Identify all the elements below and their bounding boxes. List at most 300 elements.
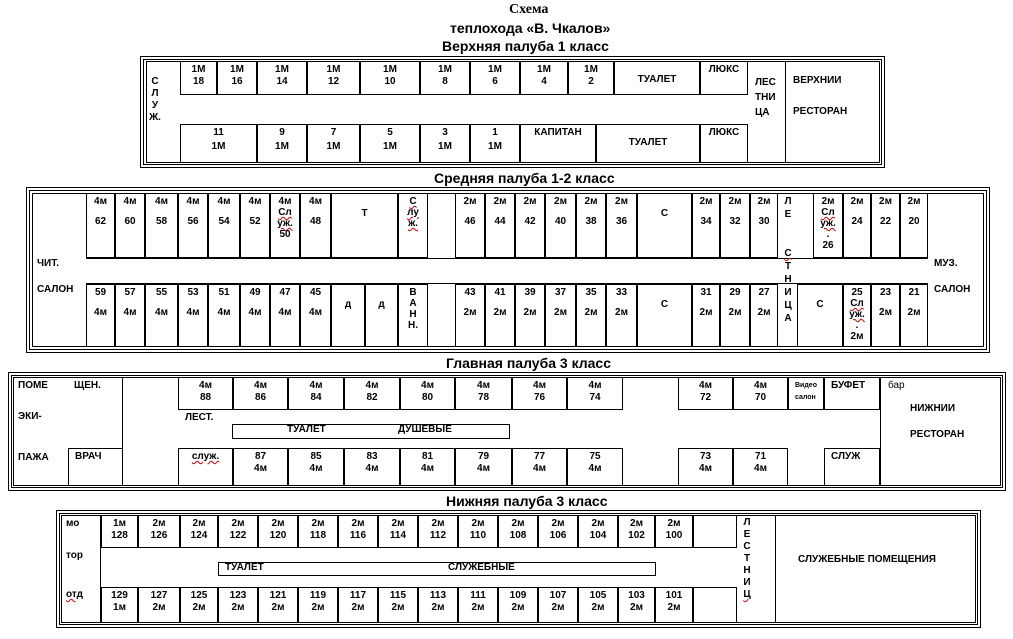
- cabin-text: 1М: [438, 141, 452, 152]
- cabin-text: 2м: [630, 602, 643, 613]
- cabin-text: 55: [155, 287, 168, 298]
- top-upper-cabin: [568, 61, 614, 95]
- bottom-upper-cabin: [138, 515, 180, 548]
- main-deck-heading: Главная палуба 3 класс: [446, 355, 611, 371]
- motor-1: мо: [66, 518, 80, 529]
- cabin-text: 2м: [907, 307, 921, 318]
- middle-lower-cabin: [178, 284, 208, 347]
- bottom-deck-heading: Нижняя палуба 3 класс: [446, 493, 608, 509]
- main-lower-cabin: [733, 448, 788, 486]
- crew-quarters-3: ЭКИ-: [18, 411, 42, 422]
- top-lux-lower: ЛЮКС: [700, 124, 748, 163]
- main-lower-cabin: [288, 448, 344, 486]
- bottom-lower-cabin: [655, 587, 693, 623]
- cabin-text: 1М: [275, 141, 289, 152]
- cabin-text: 4м: [699, 380, 712, 391]
- cabin-text: Т: [361, 208, 368, 219]
- main-lower-cabin: [455, 448, 512, 486]
- cabin-text: 2м: [591, 518, 605, 529]
- top-captain: КАПИТАН: [520, 124, 596, 163]
- cabin-text: 85: [310, 451, 322, 462]
- cabin-text: 8: [442, 76, 448, 87]
- cabin-text: 1М: [383, 64, 397, 75]
- cabin-text: 2м: [879, 307, 892, 318]
- cabin-text: 2м: [879, 196, 892, 207]
- bottom-lower-cabin: [578, 587, 618, 623]
- cabin-text: 4м: [123, 196, 137, 207]
- cabin-text: 126: [150, 530, 168, 541]
- cabin-text: 4м: [254, 380, 267, 391]
- cabin-text: 47: [279, 287, 291, 298]
- middle-service-1: [637, 193, 692, 258]
- main-toilet: ТУАЛЕТ: [287, 424, 326, 435]
- cabin-text: 78: [477, 392, 490, 403]
- bottom-lower-cabin: [458, 587, 498, 623]
- bottom-upper-cabin: [218, 515, 258, 548]
- bottom-upper-cabin: [180, 515, 218, 548]
- cabin-text: 38: [585, 216, 597, 227]
- bottom-lower-cabin: [378, 587, 418, 623]
- middle-upper-cabin: [576, 193, 606, 258]
- cabin-text: 1М: [488, 141, 502, 152]
- bottom-lower-cabin: [218, 587, 258, 623]
- bottom-upper-cabin: [538, 515, 578, 548]
- bottom-lower-cabin: [538, 587, 578, 623]
- cabin-text: 4м: [309, 307, 322, 318]
- cabin-text: 4м: [155, 307, 168, 318]
- cabin-text: 70: [754, 392, 767, 403]
- cabin-text: 51: [218, 287, 230, 298]
- cabin-text: Сл: [278, 207, 292, 218]
- bottom-lower-cabin: [180, 587, 218, 623]
- cabin-text: 2м: [271, 602, 285, 613]
- main-service-lower: служ.: [178, 448, 233, 486]
- cabin-text: 42: [524, 216, 536, 227]
- middle-lower-cabin: [692, 284, 720, 347]
- top-upper-cabin: [420, 61, 470, 95]
- main-lower-cabin: [678, 448, 733, 486]
- cabin-text: 4м: [477, 380, 490, 391]
- cabin-text: 109: [509, 590, 527, 601]
- cabin-text: 21: [908, 287, 920, 298]
- cabin-text: 107: [549, 590, 567, 601]
- cabin-text: 1м: [113, 602, 126, 613]
- cabin-text: 57: [124, 287, 136, 298]
- cabin-text: 1М: [383, 141, 397, 152]
- cabin-text: уж.: [849, 309, 865, 320]
- bottom-upper-cabin: [655, 515, 693, 548]
- middle-lower-cabin: [545, 284, 576, 347]
- middle-lower-cabin: [455, 284, 485, 347]
- top-lower-cabin: [180, 124, 257, 163]
- middle-cabin-48: [300, 193, 331, 258]
- cabin-text: уж.: [277, 218, 293, 229]
- main-stairs: ЛЕСТ.: [185, 412, 214, 423]
- cabin-text: 4м: [533, 380, 546, 391]
- cabin-text: 4м: [123, 307, 137, 318]
- cabin-text: 4: [541, 76, 547, 87]
- middle-toilet: [331, 193, 398, 258]
- cabin-text: 83: [366, 451, 378, 462]
- cabin-text: 1М: [211, 141, 226, 152]
- cabin-text: 106: [549, 530, 567, 541]
- cabin-text: 10: [384, 76, 396, 87]
- middle-lower-cabin: [86, 284, 115, 347]
- middle-shower-1: [331, 284, 365, 347]
- cabin-text: 111: [470, 590, 486, 601]
- bottom-upper-cabin: [298, 515, 338, 548]
- top-lower-cabin: [257, 124, 307, 163]
- cabin-text: 2м: [591, 602, 605, 613]
- middle-stairs: Л Е С Т Н И Ц А: [784, 196, 792, 324]
- main-restaurant-2: РЕСТОРАН: [910, 429, 965, 440]
- middle-cabin-25: [843, 284, 871, 347]
- top-upper-cabin: [180, 61, 217, 95]
- cabin-text: 60: [124, 216, 136, 227]
- main-showers: ДУШЕВЫЕ: [398, 424, 452, 435]
- top-stairs: ЛЕС ТНИ ЦА: [755, 77, 776, 118]
- middle-shower-2: [365, 284, 398, 347]
- cabin-text: 34: [700, 216, 712, 227]
- cabin-text: 43: [464, 287, 476, 298]
- bottom-upper-cabin: [458, 515, 498, 548]
- bottom-lower-cabin: [338, 587, 378, 623]
- cabin-text: 110: [469, 530, 487, 541]
- crew-quarters-4: ПАЖА: [18, 452, 49, 463]
- cabin-text: 22: [879, 216, 892, 227]
- middle-upper-cabin: [545, 193, 576, 258]
- top-upper-cabin: [470, 61, 520, 95]
- middle-upper-cabin: [115, 193, 145, 258]
- cabin-text: 56: [187, 216, 199, 227]
- bar-label: бар: [888, 380, 905, 391]
- cabin-text: 35: [585, 287, 597, 298]
- cabin-text: 2м: [523, 196, 537, 207]
- cabin-text: 2м: [615, 307, 628, 318]
- cabin-text: Сл: [850, 298, 864, 309]
- cabin-text: 2м: [551, 518, 565, 529]
- cabin-text: уж.: [820, 218, 836, 229]
- middle-upper-cabin: [900, 193, 928, 258]
- cabin-text: д: [378, 299, 385, 310]
- cabin-text: 4м: [94, 196, 107, 207]
- cabin-text: 2м: [431, 518, 445, 529]
- cabin-text: 26: [822, 240, 834, 251]
- cabin-text: 23: [879, 287, 892, 298]
- cabin-text: 2м: [757, 196, 771, 207]
- cabin-text: 58: [155, 216, 168, 227]
- bottom-rooms-box: [775, 515, 976, 623]
- bottom-upper-cabin: [378, 515, 418, 548]
- cabin-text: 2м: [192, 518, 206, 529]
- cabin-text: 79: [477, 451, 490, 462]
- cabin-text: 18: [192, 76, 205, 87]
- cabin-text: 105: [589, 590, 607, 601]
- main-upper-cabin: [288, 377, 344, 410]
- cabin-text: 115: [389, 590, 407, 601]
- main-upper-cabin: [233, 377, 288, 410]
- bottom-upper-cabin: [101, 515, 138, 548]
- cabin-text: Сл: [821, 207, 835, 218]
- middle-lower-cabin: [208, 284, 240, 347]
- middle-bath: [398, 284, 428, 347]
- cabin-text: 4м: [365, 463, 379, 474]
- bottom-toilet-bar: [218, 562, 656, 576]
- cabin-text: 4м: [278, 196, 292, 207]
- top-upper-cabin: [520, 61, 568, 95]
- cabin-text: 4м: [533, 463, 546, 474]
- cabin-text: 2м: [523, 307, 537, 318]
- motor-3: отд: [66, 589, 83, 600]
- bottom-lower-cabin: [138, 587, 180, 623]
- cabin-text: Н.: [408, 320, 418, 331]
- cabin-text: 32: [729, 216, 741, 227]
- middle-lower-cabin: [485, 284, 515, 347]
- reading-salon-1: ЧИТ.: [37, 258, 59, 269]
- main-service-right: СЛУЖ: [824, 448, 880, 486]
- cabin-text: 31: [700, 287, 712, 298]
- cabin-text: 4м: [199, 380, 212, 391]
- main-upper-cabin: [344, 377, 400, 410]
- middle-lower-cabin: [900, 284, 928, 347]
- middle-service-v: С лу ж.: [398, 193, 428, 258]
- bottom-service-rooms: СЛУЖЕБНЫЕ ПОМЕЩЕНИЯ: [798, 554, 936, 565]
- bottom-lower-end: [693, 587, 737, 623]
- main-lower-cabin: [567, 448, 623, 486]
- cabin-text: 101: [665, 590, 683, 601]
- cabin-text: 12: [327, 76, 340, 87]
- bottom-motor-box: [61, 515, 101, 623]
- middle-service-2: [637, 284, 692, 347]
- cabin-text: 27: [758, 287, 770, 298]
- cabin-text: 117: [349, 590, 367, 601]
- cabin-text: 4м: [365, 380, 379, 391]
- cabin-text: 20: [908, 216, 920, 227]
- cabin-text: 53: [187, 287, 199, 298]
- bottom-toilet: ТУАЛЕТ: [225, 562, 264, 573]
- cabin-text: 1: [492, 127, 498, 138]
- cabin-text: 4м: [254, 463, 267, 474]
- middle-lower-cabin: [720, 284, 750, 347]
- bottom-upper-cabin: [498, 515, 538, 548]
- cabin-text: 2м: [757, 307, 771, 318]
- cabin-text: 1м: [113, 518, 126, 529]
- middle-corridor: [86, 258, 928, 284]
- middle-lower-cabin: [871, 284, 900, 347]
- main-upper-cabin: [400, 377, 455, 410]
- cabin-text: 1М: [326, 64, 341, 75]
- cabin-text: 81: [421, 451, 434, 462]
- cabin-text: 11: [213, 127, 224, 138]
- cabin-text: 50: [279, 229, 291, 240]
- cabin-text: 2м: [667, 518, 681, 529]
- cabin-text: С: [816, 299, 824, 310]
- middle-upper-cabin: [240, 193, 270, 258]
- main-lower-cabin: [344, 448, 400, 486]
- cabin-text: 76: [533, 392, 546, 403]
- cabin-text: 2м: [699, 307, 713, 318]
- top-lower-cabin: [360, 124, 420, 163]
- cabin-text: 2м: [351, 602, 365, 613]
- bottom-upper-cabin: [618, 515, 655, 548]
- cabin-text: 4м: [248, 196, 262, 207]
- cabin-text: 116: [349, 530, 367, 541]
- cabin-text: 2м: [463, 307, 477, 318]
- cabin-text: 86: [254, 392, 267, 403]
- cabin-text: 108: [509, 530, 527, 541]
- bottom-lower-cabin: [298, 587, 338, 623]
- cabin-text: 4м: [248, 307, 262, 318]
- cabin-text: 49: [249, 287, 261, 298]
- cabin-text: 4м: [186, 307, 200, 318]
- top-lux-upper: ЛЮКС: [700, 61, 748, 95]
- top-restaurant-line2: РЕСТОРАН: [793, 106, 848, 117]
- crew-quarters-1: ПОМЕ: [18, 380, 48, 391]
- cabin-text: 72: [699, 392, 712, 403]
- middle-lower-cabin: [576, 284, 606, 347]
- cabin-text: 2м: [728, 307, 742, 318]
- bottom-upper-cabin: [258, 515, 298, 548]
- top-lower-cabin: [307, 124, 360, 163]
- middle-upper-cabin: [455, 193, 485, 258]
- cabin-text: 4м: [588, 463, 602, 474]
- cabin-text: 7: [330, 127, 337, 138]
- cabin-text: А: [409, 298, 417, 309]
- cabin-text: 4м: [155, 196, 168, 207]
- cabin-text: 84: [310, 392, 322, 403]
- music-salon-1: МУЗ.: [934, 258, 958, 269]
- middle-upper-cabin: [720, 193, 750, 258]
- cabin-text: 2м: [351, 518, 365, 529]
- cabin-text: 71: [754, 451, 767, 462]
- cabin-text: .: [855, 320, 859, 331]
- cabin-text: 2м: [511, 602, 525, 613]
- motor-2: тор: [66, 550, 83, 561]
- top-toilet-upper: ТУАЛЕТ: [614, 61, 700, 95]
- video-salon: Видео салон: [788, 377, 824, 410]
- cabin-text: 2м: [615, 196, 628, 207]
- cabin-text: 2м: [152, 602, 166, 613]
- cabin-text: 2м: [907, 196, 921, 207]
- middle-cabin-26: [813, 193, 843, 258]
- cabin-text: 4м: [309, 380, 323, 391]
- cabin-text: 36: [615, 216, 628, 227]
- cabin-text: 14: [276, 76, 288, 87]
- cabin-text: 2м: [311, 518, 325, 529]
- cabin-text: 122: [229, 530, 247, 541]
- top-deck-heading: Верхняя палуба 1 класс: [442, 38, 609, 54]
- cabin-text: 37: [554, 287, 567, 298]
- cabin-text: 4м: [94, 307, 107, 318]
- cabin-text: д: [344, 299, 352, 310]
- cabin-text: 4м: [278, 307, 292, 318]
- middle-upper-cabin: [750, 193, 778, 258]
- cabin-text: 4м: [217, 196, 231, 207]
- cabin-text: 124: [190, 530, 208, 541]
- cabin-text: 1М: [584, 64, 598, 75]
- cabin-text: 2м: [271, 518, 285, 529]
- cabin-text: 4м: [477, 463, 490, 474]
- bottom-service: СЛУЖЕБНЫЕ: [448, 562, 515, 573]
- cabin-text: 100: [665, 530, 683, 541]
- cabin-text: 40: [554, 216, 567, 227]
- top-upper-cabin: [217, 61, 257, 95]
- bottom-upper-end: [693, 515, 737, 548]
- bottom-lower-cabin: [101, 587, 138, 623]
- main-lower-cabin: [400, 448, 455, 486]
- cabin-text: 1М: [230, 64, 244, 75]
- bottom-stairs: Л Е С Т Н И Ц: [743, 517, 751, 600]
- cabin-text: 2: [588, 76, 594, 87]
- cabin-text: 4м: [421, 380, 434, 391]
- main-upper-cabin: [733, 377, 788, 410]
- cabin-text: 3: [442, 127, 448, 138]
- cabin-text: 4м: [421, 463, 434, 474]
- cabin-text: 87: [254, 451, 267, 462]
- cabin-text: 59: [94, 287, 107, 298]
- cabin-text: 25: [851, 287, 863, 298]
- cabin-text: 75: [589, 451, 601, 462]
- cabin-text: 1М: [191, 64, 206, 75]
- cabin-text: 4м: [217, 307, 231, 318]
- middle-service-3: [797, 284, 843, 347]
- cabin-text: 4м: [699, 463, 712, 474]
- cabin-text: 46: [464, 216, 476, 227]
- main-lower-cabin: [233, 448, 288, 486]
- cabin-text: 2м: [850, 331, 864, 342]
- cabin-text: 123: [229, 590, 247, 601]
- cabin-text: 128: [111, 530, 128, 541]
- cabin-text: 113: [429, 590, 447, 601]
- cabin-text: 2м: [471, 602, 485, 613]
- cabin-text: 102: [628, 530, 645, 541]
- cabin-text: В: [409, 287, 417, 298]
- doctor-room: ВРАЧ: [68, 448, 123, 486]
- cabin-text: С: [660, 208, 669, 219]
- middle-upper-cabin: [145, 193, 178, 258]
- middle-upper-cabin: [871, 193, 900, 258]
- cabin-text: 33: [615, 287, 628, 298]
- top-toilet-lower: ТУАЛЕТ: [596, 124, 700, 163]
- music-salon-2: САЛОН: [934, 284, 971, 295]
- main-upper-cabin: [455, 377, 512, 410]
- main-restaurant-1: НИЖНИИ: [910, 403, 956, 414]
- scheme-title: Схема: [509, 2, 549, 17]
- cabin-text: 4м: [186, 196, 200, 207]
- cabin-text: 41: [494, 287, 506, 298]
- middle-upper-cabin: [86, 193, 115, 258]
- cabin-text: 103: [628, 590, 645, 601]
- bottom-lower-cabin: [618, 587, 655, 623]
- cabin-text: 80: [421, 392, 434, 403]
- main-toilet-bar: [232, 424, 510, 439]
- top-upper-cabin: [360, 61, 420, 95]
- main-lower-cabin: [512, 448, 567, 486]
- middle-cabin-50: [270, 193, 300, 258]
- cabin-text: 129: [111, 590, 128, 601]
- cabin-text: 2м: [231, 518, 245, 529]
- cabin-text: 4м: [309, 463, 323, 474]
- top-service-label: С Л У Ж.: [149, 76, 161, 123]
- cabin-text: 2м: [192, 602, 206, 613]
- cabin-text: 74: [589, 392, 601, 403]
- cabin-text: 2м: [850, 196, 864, 207]
- top-restaurant-line1: ВЕРХНИИ: [793, 75, 842, 86]
- cabin-text: 73: [699, 451, 712, 462]
- cabin-text: 2м: [728, 196, 742, 207]
- cabin-text: 127: [150, 590, 168, 601]
- middle-lower-cabin: [750, 284, 778, 347]
